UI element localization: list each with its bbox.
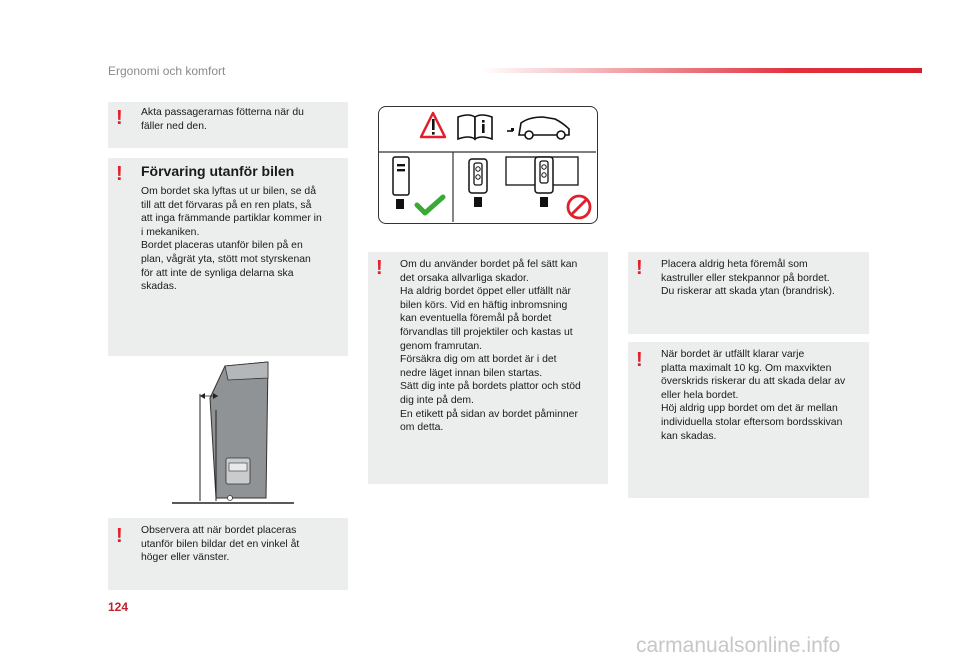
usage-pictogram-label — [378, 106, 598, 224]
warning-box-max-weight — [628, 342, 869, 498]
warning-box-hot-objects — [628, 252, 869, 334]
info-box-storage-outside — [108, 158, 348, 356]
angle-text: Observera att när bordet placeras utanför bilen bildar det en vinkel åt höger eller vänster. — [141, 525, 300, 564]
header-accent-bar — [480, 68, 922, 73]
warning-mark: ! — [116, 525, 123, 547]
warning-mark: ! — [116, 163, 123, 185]
warning-mark: ! — [636, 349, 643, 371]
warning-box-feet — [108, 102, 348, 148]
max-weight-text: När bordet är utfällt klarar varje platta maximalt 10 kg. Om maxvikten överskrids riskerar du att skada delar av eller hela bordet. Höj aldrig upp bordet om det är mellan individuella stolar eftersom bordsskivan kan skadas. — [661, 349, 846, 442]
storage-outside-text: Om bordet ska lyftas ut ur bilen, se då till att det förvaras på en ren plats, så att inga främmande partiklar kommer in i mekaniken. Bordet placeras utanför bilen på en plan, vågrät yta, stött mot styrskenan för att inte de synliga delarna ska skadas. — [141, 186, 322, 293]
warning-text-feet: Akta passagerarnas fötterna när du fäller ned den. — [141, 107, 304, 132]
hot-objects-text: Placera aldrig heta föremål som kastruller eller stekpannor på bordet. Du riskerar att skada ytan (brandrisk). — [661, 259, 835, 298]
warning-mark: ! — [376, 257, 383, 279]
storage-outside-title: Förvaring utanför bilen — [141, 163, 295, 179]
section-title: Ergonomi och komfort — [108, 64, 226, 78]
checkmark-icon — [417, 197, 443, 213]
warning-triangle-icon — [421, 113, 445, 137]
page-number: 124 — [108, 600, 129, 614]
warning-mark: ! — [116, 107, 123, 129]
table-stored-illustration — [170, 358, 296, 508]
watermark: carmanualsonline.info — [636, 634, 841, 657]
warning-box-angle — [108, 518, 348, 590]
manual-info-icon — [458, 115, 492, 139]
wrong-use-text: Om du använder bordet på fel sätt kan det orsaka allvarliga skador. Ha aldrig bordet öppet eller utfällt när bilen körs. Vid en häftig inbromsning kan eventuella föremål på bordet förvandlas till projektiler och kastas ut genom framrutan. Försäkra dig om att bordet är i det nedre läget innan bilen startas. Sätt dig inte på bordets plattor och stöd dig inte på dem. En etikett på sidan av bordet påminner om detta. — [400, 259, 581, 434]
warning-mark: ! — [636, 257, 643, 279]
warning-box-wrong-use — [368, 252, 608, 484]
prohibited-icon — [568, 196, 590, 218]
car-icon — [507, 117, 569, 139]
